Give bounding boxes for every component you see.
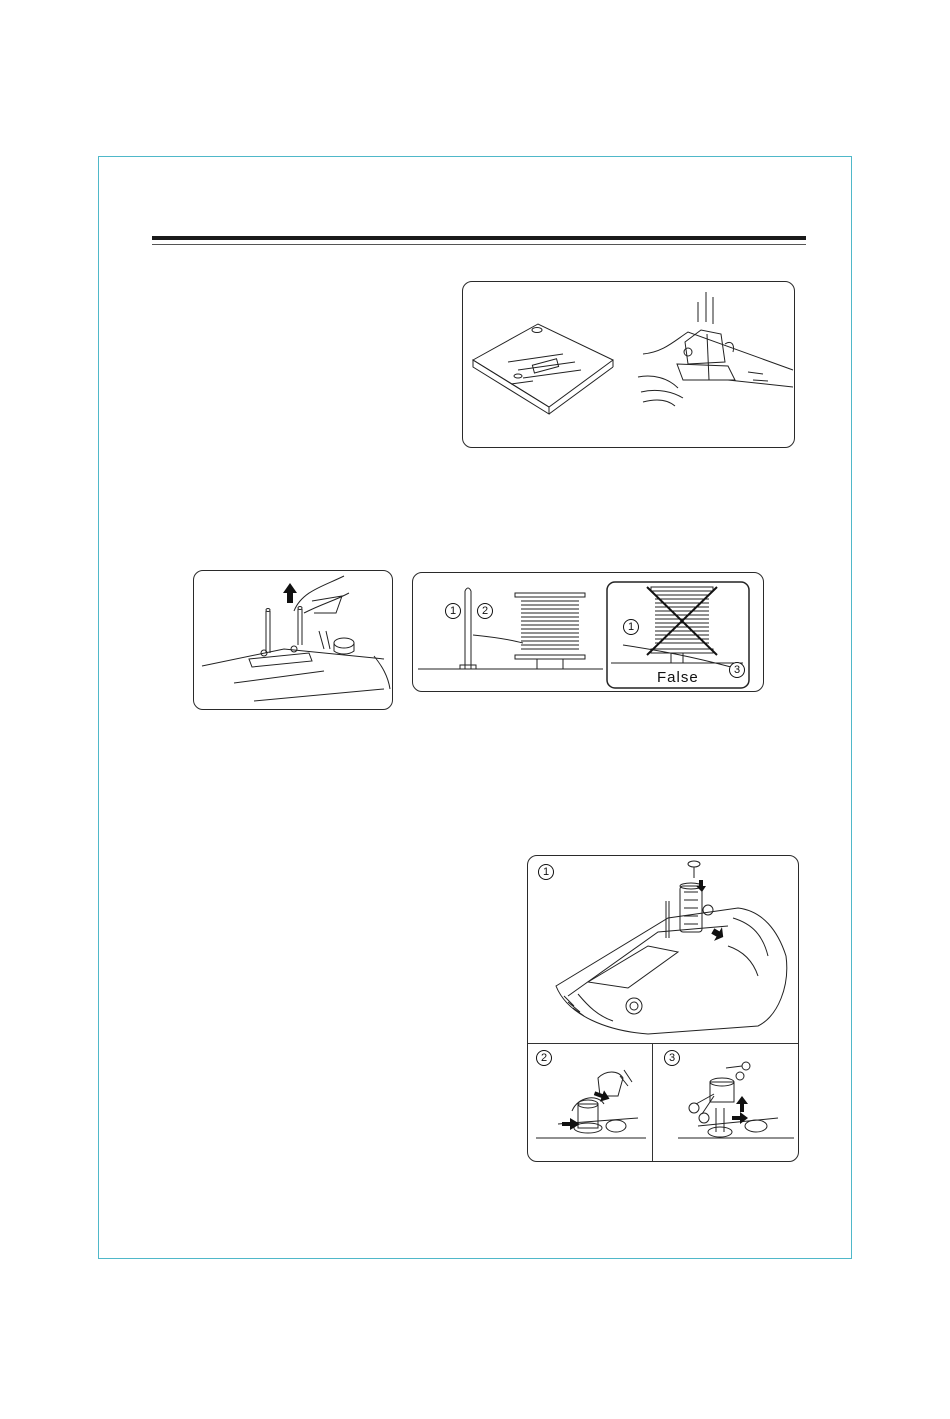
marker-2: 2 [477, 603, 493, 619]
step-marker-1: 1 [538, 864, 554, 880]
spool-pin-figure [193, 570, 393, 710]
step-marker-2: 2 [536, 1050, 552, 1066]
false-marker-3: 3 [729, 662, 745, 678]
header-subrule [152, 244, 806, 245]
header-rule [152, 236, 806, 240]
spool-placement-figure [412, 572, 764, 692]
false-label: False [657, 669, 699, 686]
needle-plate-figure [462, 281, 795, 448]
needle-plate-illustration [463, 282, 795, 448]
spool-placement-illustration [413, 573, 764, 692]
bobbin-winding-figure [527, 855, 799, 1162]
step-divider-vertical [652, 1043, 653, 1162]
bobbin-winding-illustration [528, 856, 799, 1162]
step-divider-horizontal [528, 1043, 799, 1044]
false-marker-1: 1 [623, 619, 639, 635]
spool-pin-illustration [194, 571, 393, 710]
marker-1: 1 [445, 603, 461, 619]
step-marker-3: 3 [664, 1050, 680, 1066]
